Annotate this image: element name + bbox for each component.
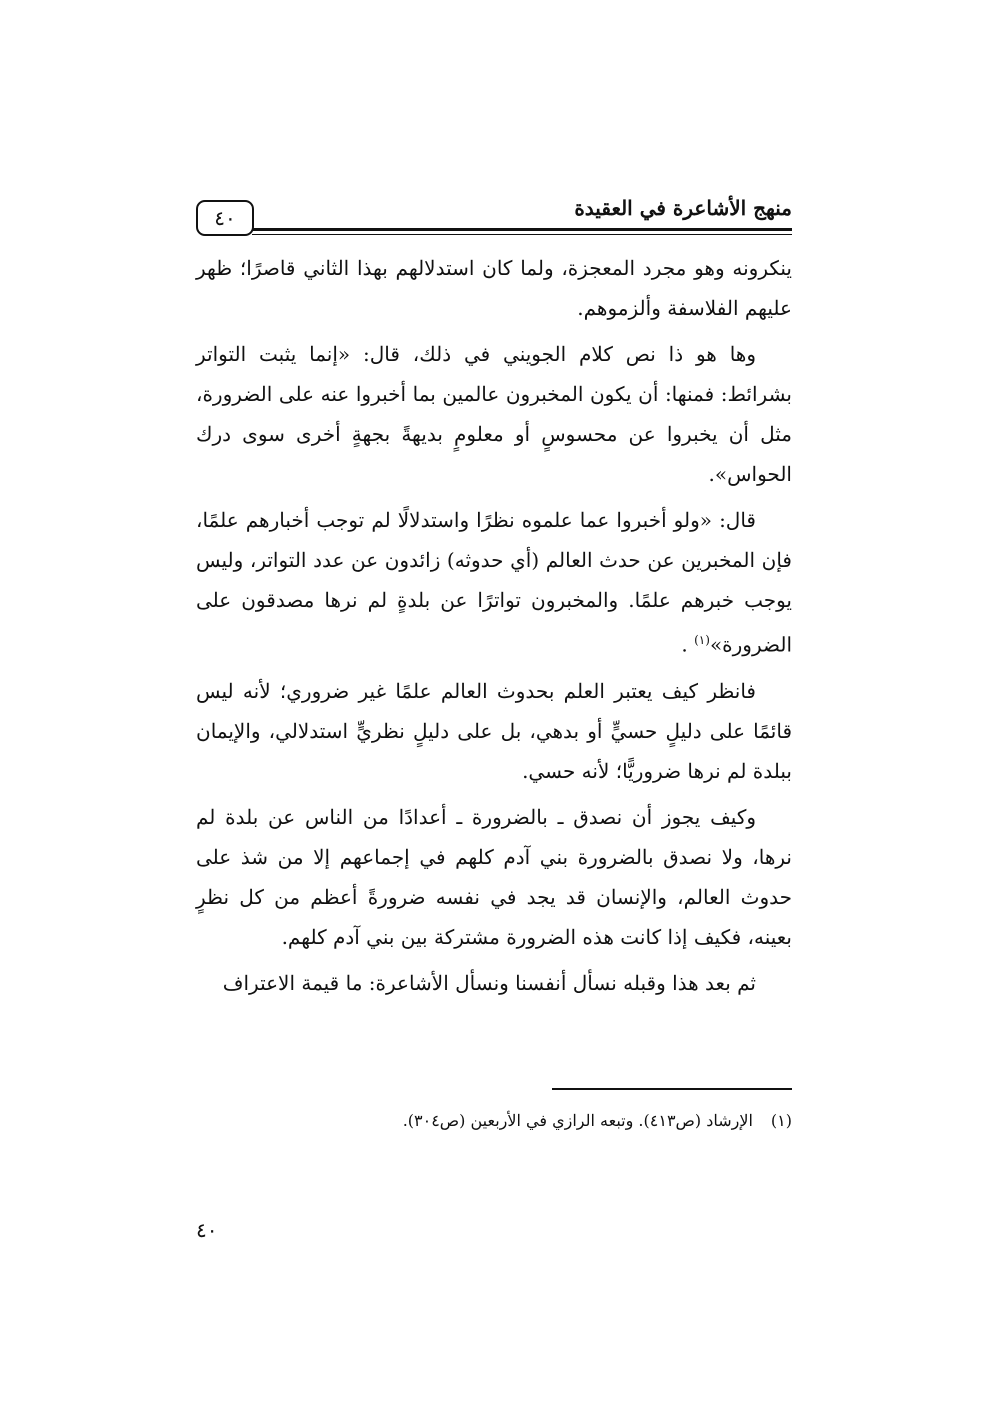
paragraph	[196, 500, 792, 665]
header-rule-thin	[252, 234, 792, 235]
footnote-reference: (١)	[694, 633, 710, 647]
main-text	[196, 248, 792, 1009]
footer-page-number: ٤٠	[196, 1218, 218, 1242]
page-header	[196, 196, 792, 240]
paragraph: وكيف يجوز أن نصدق ـ بالضرورة ـ أعدادًا من الناس عن بلدة لم نرها، ولا نصدق بالضرورة بني آدم كلهم في إجماعهم إلا من شذ على حدوث العالم، والإنسان قد يجد في نفسه ضرورةً أعظم من كل نظرٍ بعينه، فكيف إذا كانت هذه الضرورة مشتركة بين بني آدم كلهم.	[196, 804, 792, 949]
paragraph: وها هو ذا نص كلام الجويني في ذلك، قال: «إنما يثبت التواتر بشرائط: فمنها: أن يكون المخبرون عالمين بما أخبروا عنه على الضرورة، مثل أن يخبروا عن محسوسٍ أو معلومٍ بديهةً بجهةٍ أخرى سوى درك الحواس».	[196, 342, 792, 486]
paragraph: ثم بعد هذا وقبله نسأل أنفسنا ونسأل الأشاعرة: ما قيمة الاعتراف	[222, 970, 756, 995]
paragraph-text: قال: «ولو أخبروا عما علموه نظرًا واستدلالًا لم توجب أخبارهم علمًا، فإن المخبرين عن حدث العالم (أي حدوثه) زائدون عن عدد التواتر، وليس يوجب خبرهم علمًا. والمخبرون تواترًا عن بلدةٍ لم نرها مصدقون على الضرورة»	[196, 508, 792, 657]
footnote-text: الإرشاد (ص٤١٣). وتبعه الرازي في الأربعين (ص٣٠٤).	[402, 1111, 753, 1130]
paragraph-tail: .	[681, 632, 695, 657]
paragraph: فانظر كيف يعتبر العلم بحدوث العالم علمًا غير ضروري؛ لأنه ليس قائمًا على دليلٍ حسيٍّ أو بدهي، بل على دليلٍ نظريٍّ استدلالي، والإيمان ببلدة لم نرها ضروريًّا؛ لأنه حسي.	[196, 678, 792, 783]
running-title: منهج الأشاعرة في العقيدة	[574, 196, 792, 220]
paragraph: ينكرونه وهو مجرد المعجزة، ولما كان استدلالهم بهذا الثاني قاصرًا؛ ظهر عليهم الفلاسفة وألزموهم.	[196, 256, 792, 320]
header-rule	[252, 228, 792, 231]
footnote	[196, 1108, 792, 1134]
footnote-separator	[552, 1088, 792, 1090]
header-page-number: ٤٠	[196, 200, 254, 236]
footnote-number: (١)	[770, 1111, 792, 1130]
